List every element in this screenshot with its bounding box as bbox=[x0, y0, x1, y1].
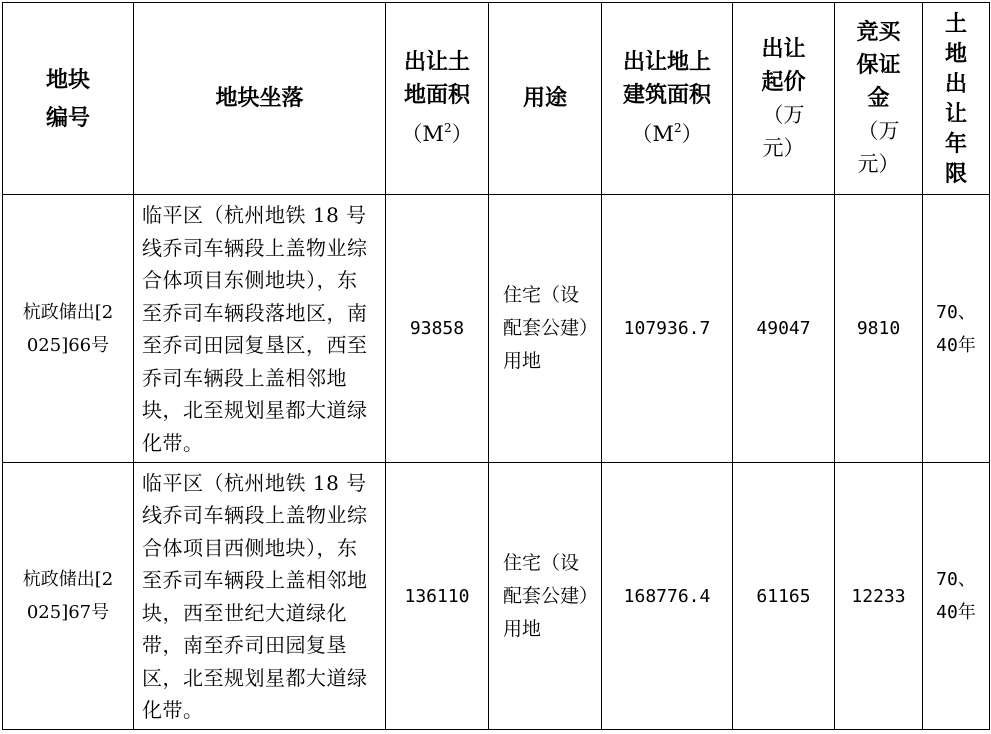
deposit-cell: 12233 bbox=[835, 463, 923, 730]
header-location: 地块坐落 bbox=[134, 3, 386, 195]
deposit-cell: 9810 bbox=[835, 195, 923, 463]
start-price-cell: 61165 bbox=[733, 463, 835, 730]
building-area-cell: 168776.4 bbox=[602, 463, 733, 730]
header-deposit-unit: （万元） bbox=[857, 119, 900, 176]
table-row bbox=[3, 195, 990, 463]
parcel-no-cell: 杭政储出[2025]67号 bbox=[3, 463, 134, 730]
location-cell: 临平区（杭州地铁 18 号线乔司车辆段上盖物业综合体项目东侧地块），东至乔司车辆段落地区，南至乔司田园复垦区，西至乔司车辆段上盖相邻地块，北至规划星都大道绿化带。 bbox=[134, 195, 386, 463]
usage-cell: 住宅（设配套公建）用地 bbox=[489, 463, 602, 730]
usage-cell: 住宅（设配套公建）用地 bbox=[489, 195, 602, 463]
header-usage: 用途 bbox=[489, 3, 602, 195]
building-area-cell: 107936.7 bbox=[602, 195, 733, 463]
table-row bbox=[3, 463, 990, 730]
header-land-area-unit: $(M^2)$ bbox=[401, 121, 473, 146]
header-land-area: 出让土地面积 $(M^2)$ bbox=[386, 3, 489, 195]
land-area-cell: 93858 bbox=[386, 195, 489, 463]
header-row bbox=[3, 3, 990, 195]
header-building-area: 出让地上建筑面积 $(M^2)$ bbox=[602, 3, 733, 195]
header-term: 土地出让年限 bbox=[923, 3, 990, 195]
term-cell: 70、40年 bbox=[923, 195, 990, 463]
parcel-no-cell: 杭政储出[2025]66号 bbox=[3, 195, 134, 463]
start-price-cell: 49047 bbox=[733, 195, 835, 463]
term-cell: 70、40年 bbox=[923, 463, 990, 730]
land-parcel-table bbox=[2, 2, 990, 730]
header-building-area-unit: $(M^2)$ bbox=[631, 121, 703, 146]
location-cell: 临平区（杭州地铁 18 号线乔司车辆段上盖物业综合体项目西侧地块），东至乔司车辆段上盖相邻地块，西至世纪大道绿化带，南至乔司田园复垦区，北至规划星都大道绿化带。 bbox=[134, 463, 386, 730]
header-parcel-no: 地块编号 bbox=[3, 3, 134, 195]
header-deposit: 竞买保证金 （万元） bbox=[835, 3, 923, 195]
land-area-cell: 136110 bbox=[386, 463, 489, 730]
header-start-price-unit: （万元） bbox=[762, 102, 805, 160]
header-start-price: 出让起价 （万元） bbox=[733, 3, 835, 195]
